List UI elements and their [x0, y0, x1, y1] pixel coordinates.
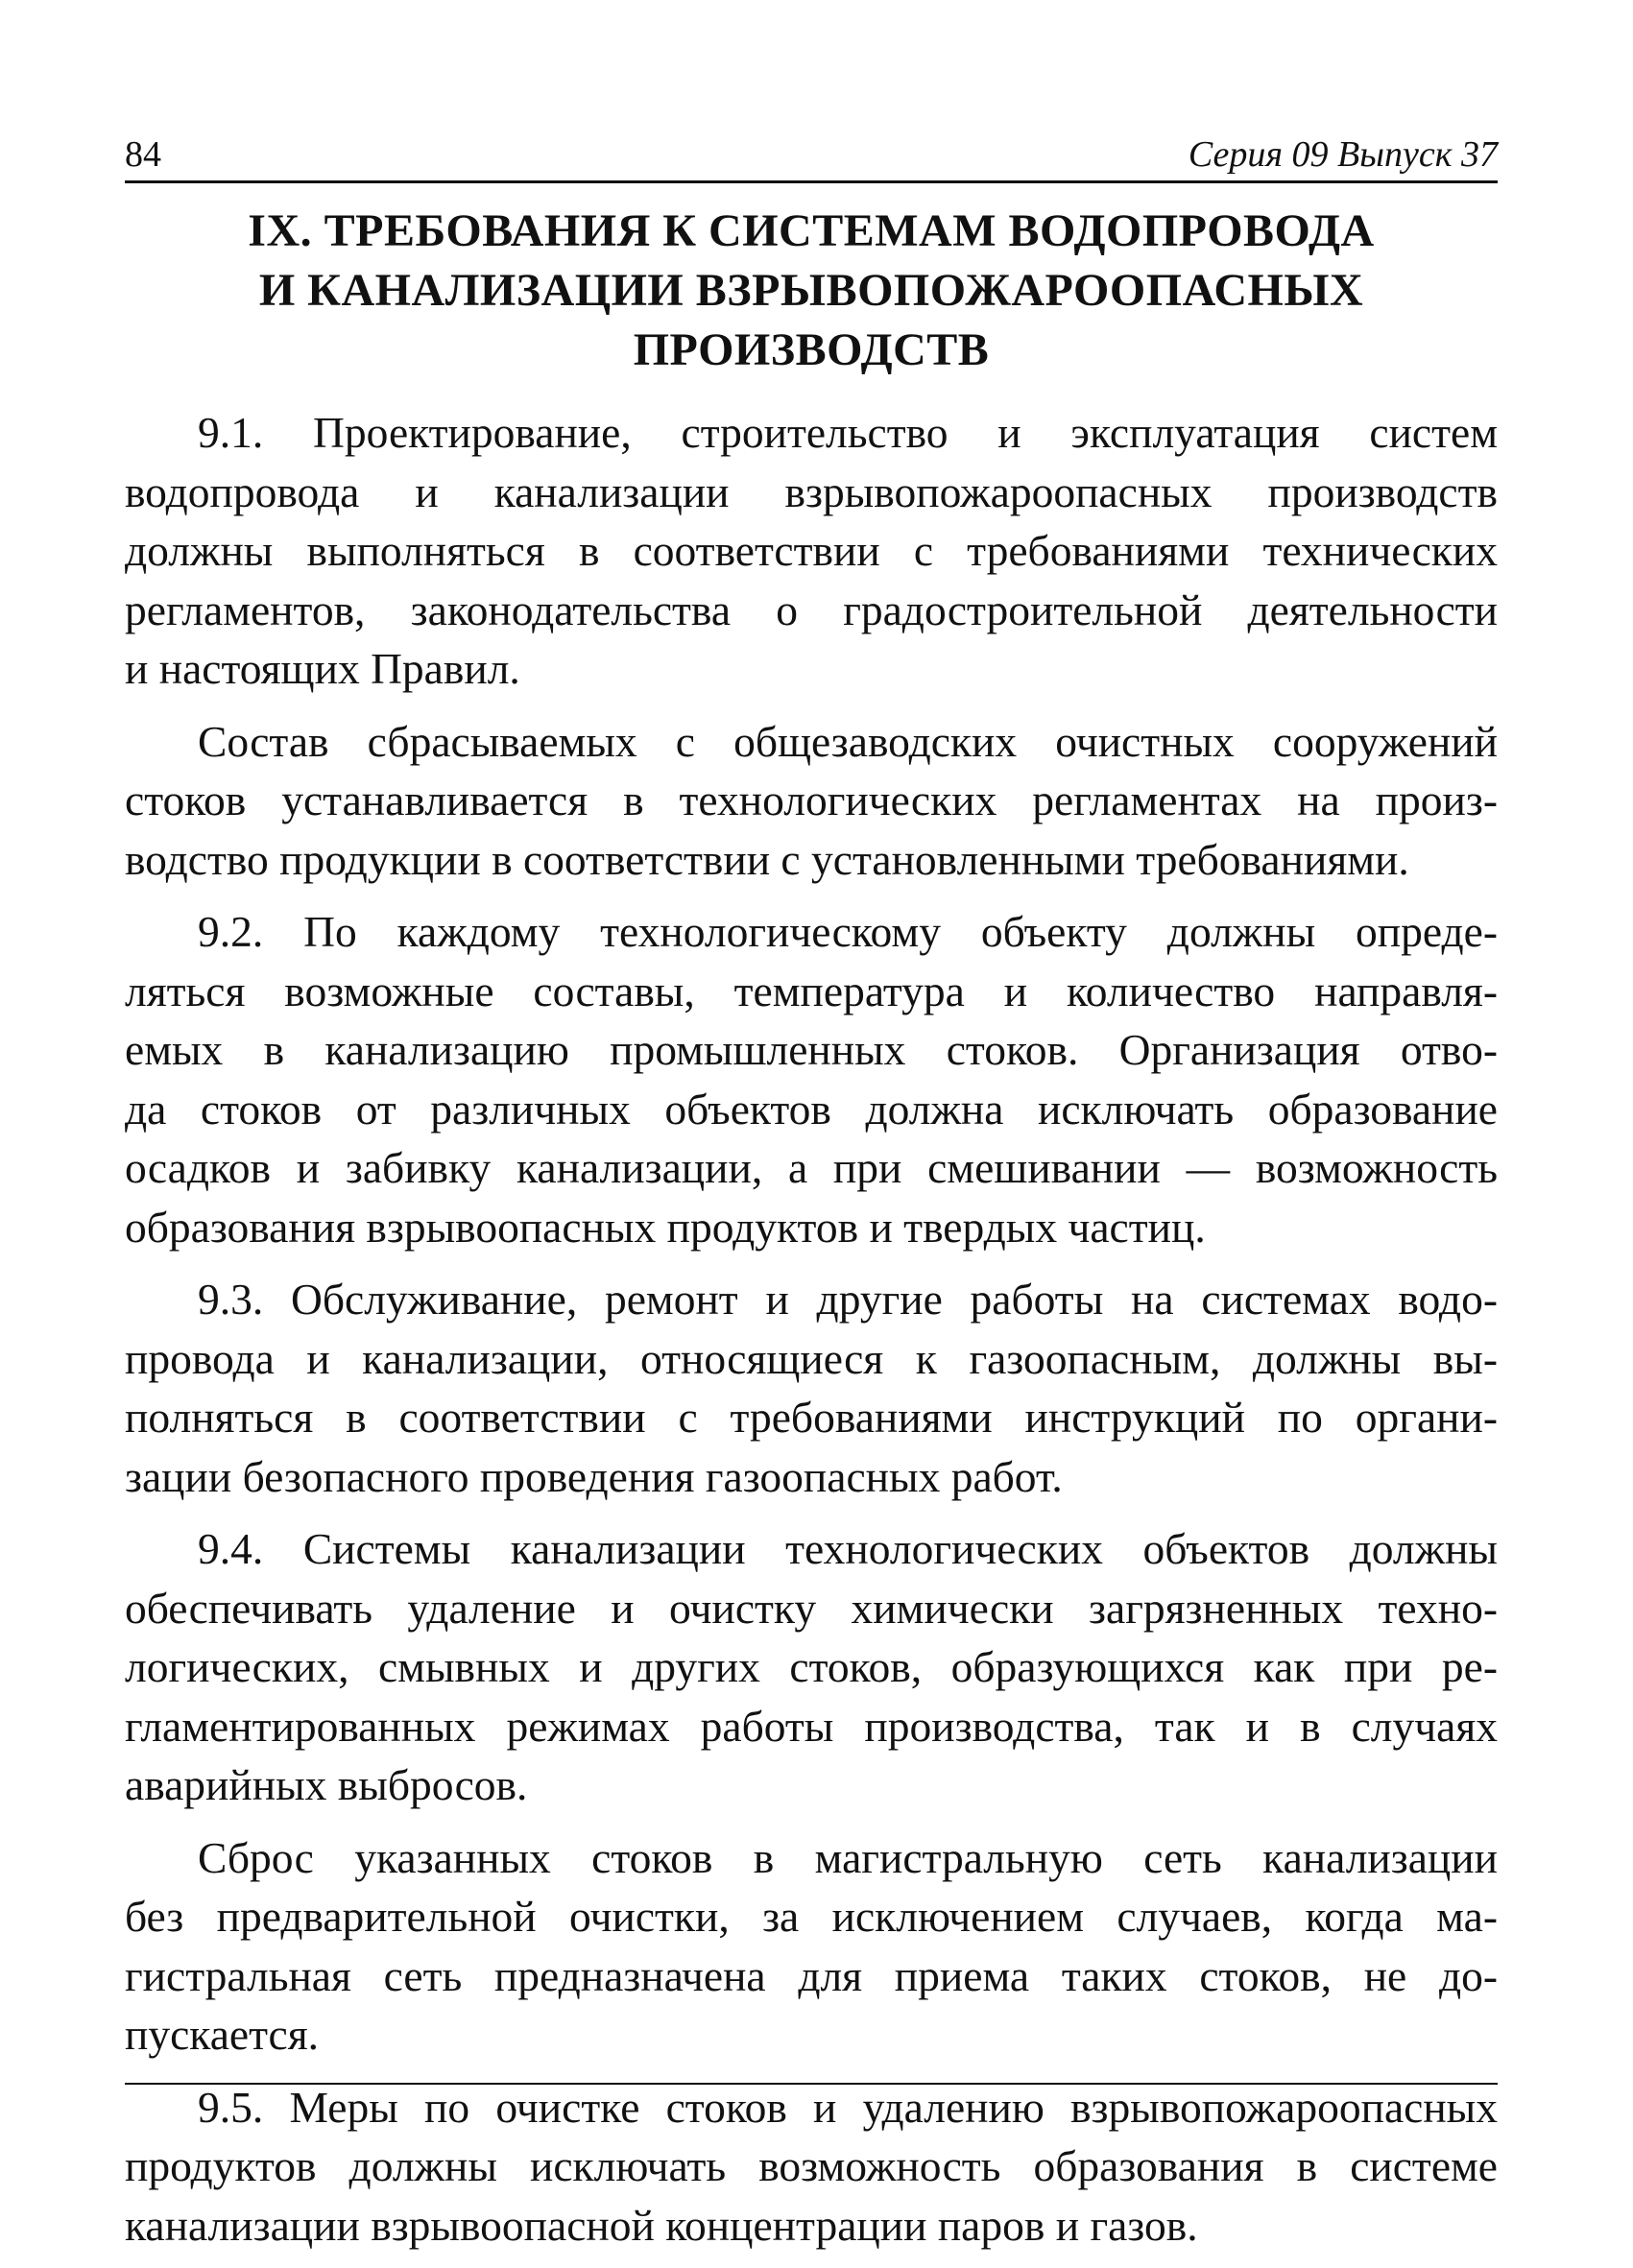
text-line: водство продукции в соответствии с установленными требованиями.	[125, 834, 1409, 884]
text-line: должны выполняться в соответствии с требованиями технических	[125, 526, 1498, 575]
paragraph-9-4	[125, 1519, 1498, 1815]
section-title	[125, 202, 1498, 380]
text-line: зации безопасного проведения газоопасных работ.	[125, 1451, 1063, 1501]
paragraph-9-3	[125, 1270, 1498, 1506]
running-head: Серия 09 Выпуск 37	[1188, 134, 1498, 175]
section-title-line: ПРОИЗВОДСТВ	[633, 324, 990, 375]
text-line: логических, смывных и других стоков, образующихся как при ре-	[125, 1642, 1498, 1691]
paragraph-9-2	[125, 902, 1498, 1256]
paragraph-9-1	[125, 403, 1498, 699]
text-line: водопровода и канализации взрывопожароопасных производств	[125, 466, 1498, 516]
text-line: да стоков от различных объектов должна исключать образование	[125, 1084, 1498, 1134]
header-rule	[125, 180, 1498, 183]
text-line: Сброс указанных стоков в магистральную сеть канализации	[198, 1832, 1498, 1882]
section-title-line: И КАНАЛИЗАЦИИ ВЗРЫВОПОЖАРООПАСНЫХ	[258, 265, 1364, 316]
bottom-rule	[125, 2083, 1498, 2085]
text-line: продуктов должны исключать возможность образования в системе	[125, 2141, 1498, 2190]
text-line: 9.3. Обслуживание, ремонт и другие работы на системах водо-	[198, 1275, 1498, 1324]
text-line: Состав сбрасываемых с общезаводских очистных сооружений	[198, 716, 1498, 766]
text-line: емых в канализацию промышленных стоков. Организация отво-	[125, 1025, 1498, 1074]
text-line: 9.5. Меры по очистке стоков и удалению взрывопожароопасных	[198, 2082, 1498, 2132]
paragraph-9-5	[125, 2078, 1498, 2256]
text-line: образования взрывоопасных продуктов и твердых частиц.	[125, 1202, 1206, 1252]
page-number: 84	[125, 134, 161, 175]
text-line: 9.4. Системы канализации технологических объектов должны	[198, 1524, 1498, 1573]
page-header	[125, 132, 1498, 180]
text-line: ляться возможные составы, температура и количество направля-	[125, 966, 1498, 1015]
text-line: пускается.	[125, 2010, 320, 2059]
text-line: полняться в соответствии с требованиями инструкций по органи-	[125, 1393, 1498, 1442]
text-line: стоков устанавливается в технологических регламентах на произ-	[125, 776, 1498, 824]
body-text	[125, 403, 1498, 2268]
text-line: регламентов, законодательства о градостроительной деятельности	[125, 585, 1498, 634]
text-line: аварийных выбросов.	[125, 1760, 528, 1809]
paragraph-discharge-composition	[125, 712, 1498, 890]
text-line: без предварительной очистки, за исключением случаев, когда ма-	[125, 1892, 1498, 1941]
text-line: и настоящих Правил.	[125, 644, 520, 693]
text-line: гламентированных режимах работы производства, так и в случаях	[125, 1701, 1498, 1751]
text-line: 9.2. По каждому технологическому объекту должны опреде-	[198, 907, 1498, 956]
text-line: провода и канализации, относящиеся к газоопасным, должны вы-	[125, 1333, 1498, 1383]
text-line: канализации взрывоопасной концентрации паров и газов.	[125, 2200, 1198, 2250]
text-line: гистральная сеть предназначена для приема таких стоков, не до-	[125, 1950, 1498, 2000]
text-line: обеспечивать удаление и очистку химически загрязненных техно-	[125, 1583, 1498, 1633]
text-line: 9.1. Проектирование, строительство и эксплуатация систем	[198, 408, 1498, 457]
text-line: осадков и забивку канализации, а при смешивании — возможность	[125, 1143, 1498, 1192]
section-title-line: IX. ТРЕБОВАНИЯ К СИСТЕМАМ ВОДОПРОВОДА	[248, 205, 1375, 256]
paragraph-discharge-restriction	[125, 1828, 1498, 2065]
